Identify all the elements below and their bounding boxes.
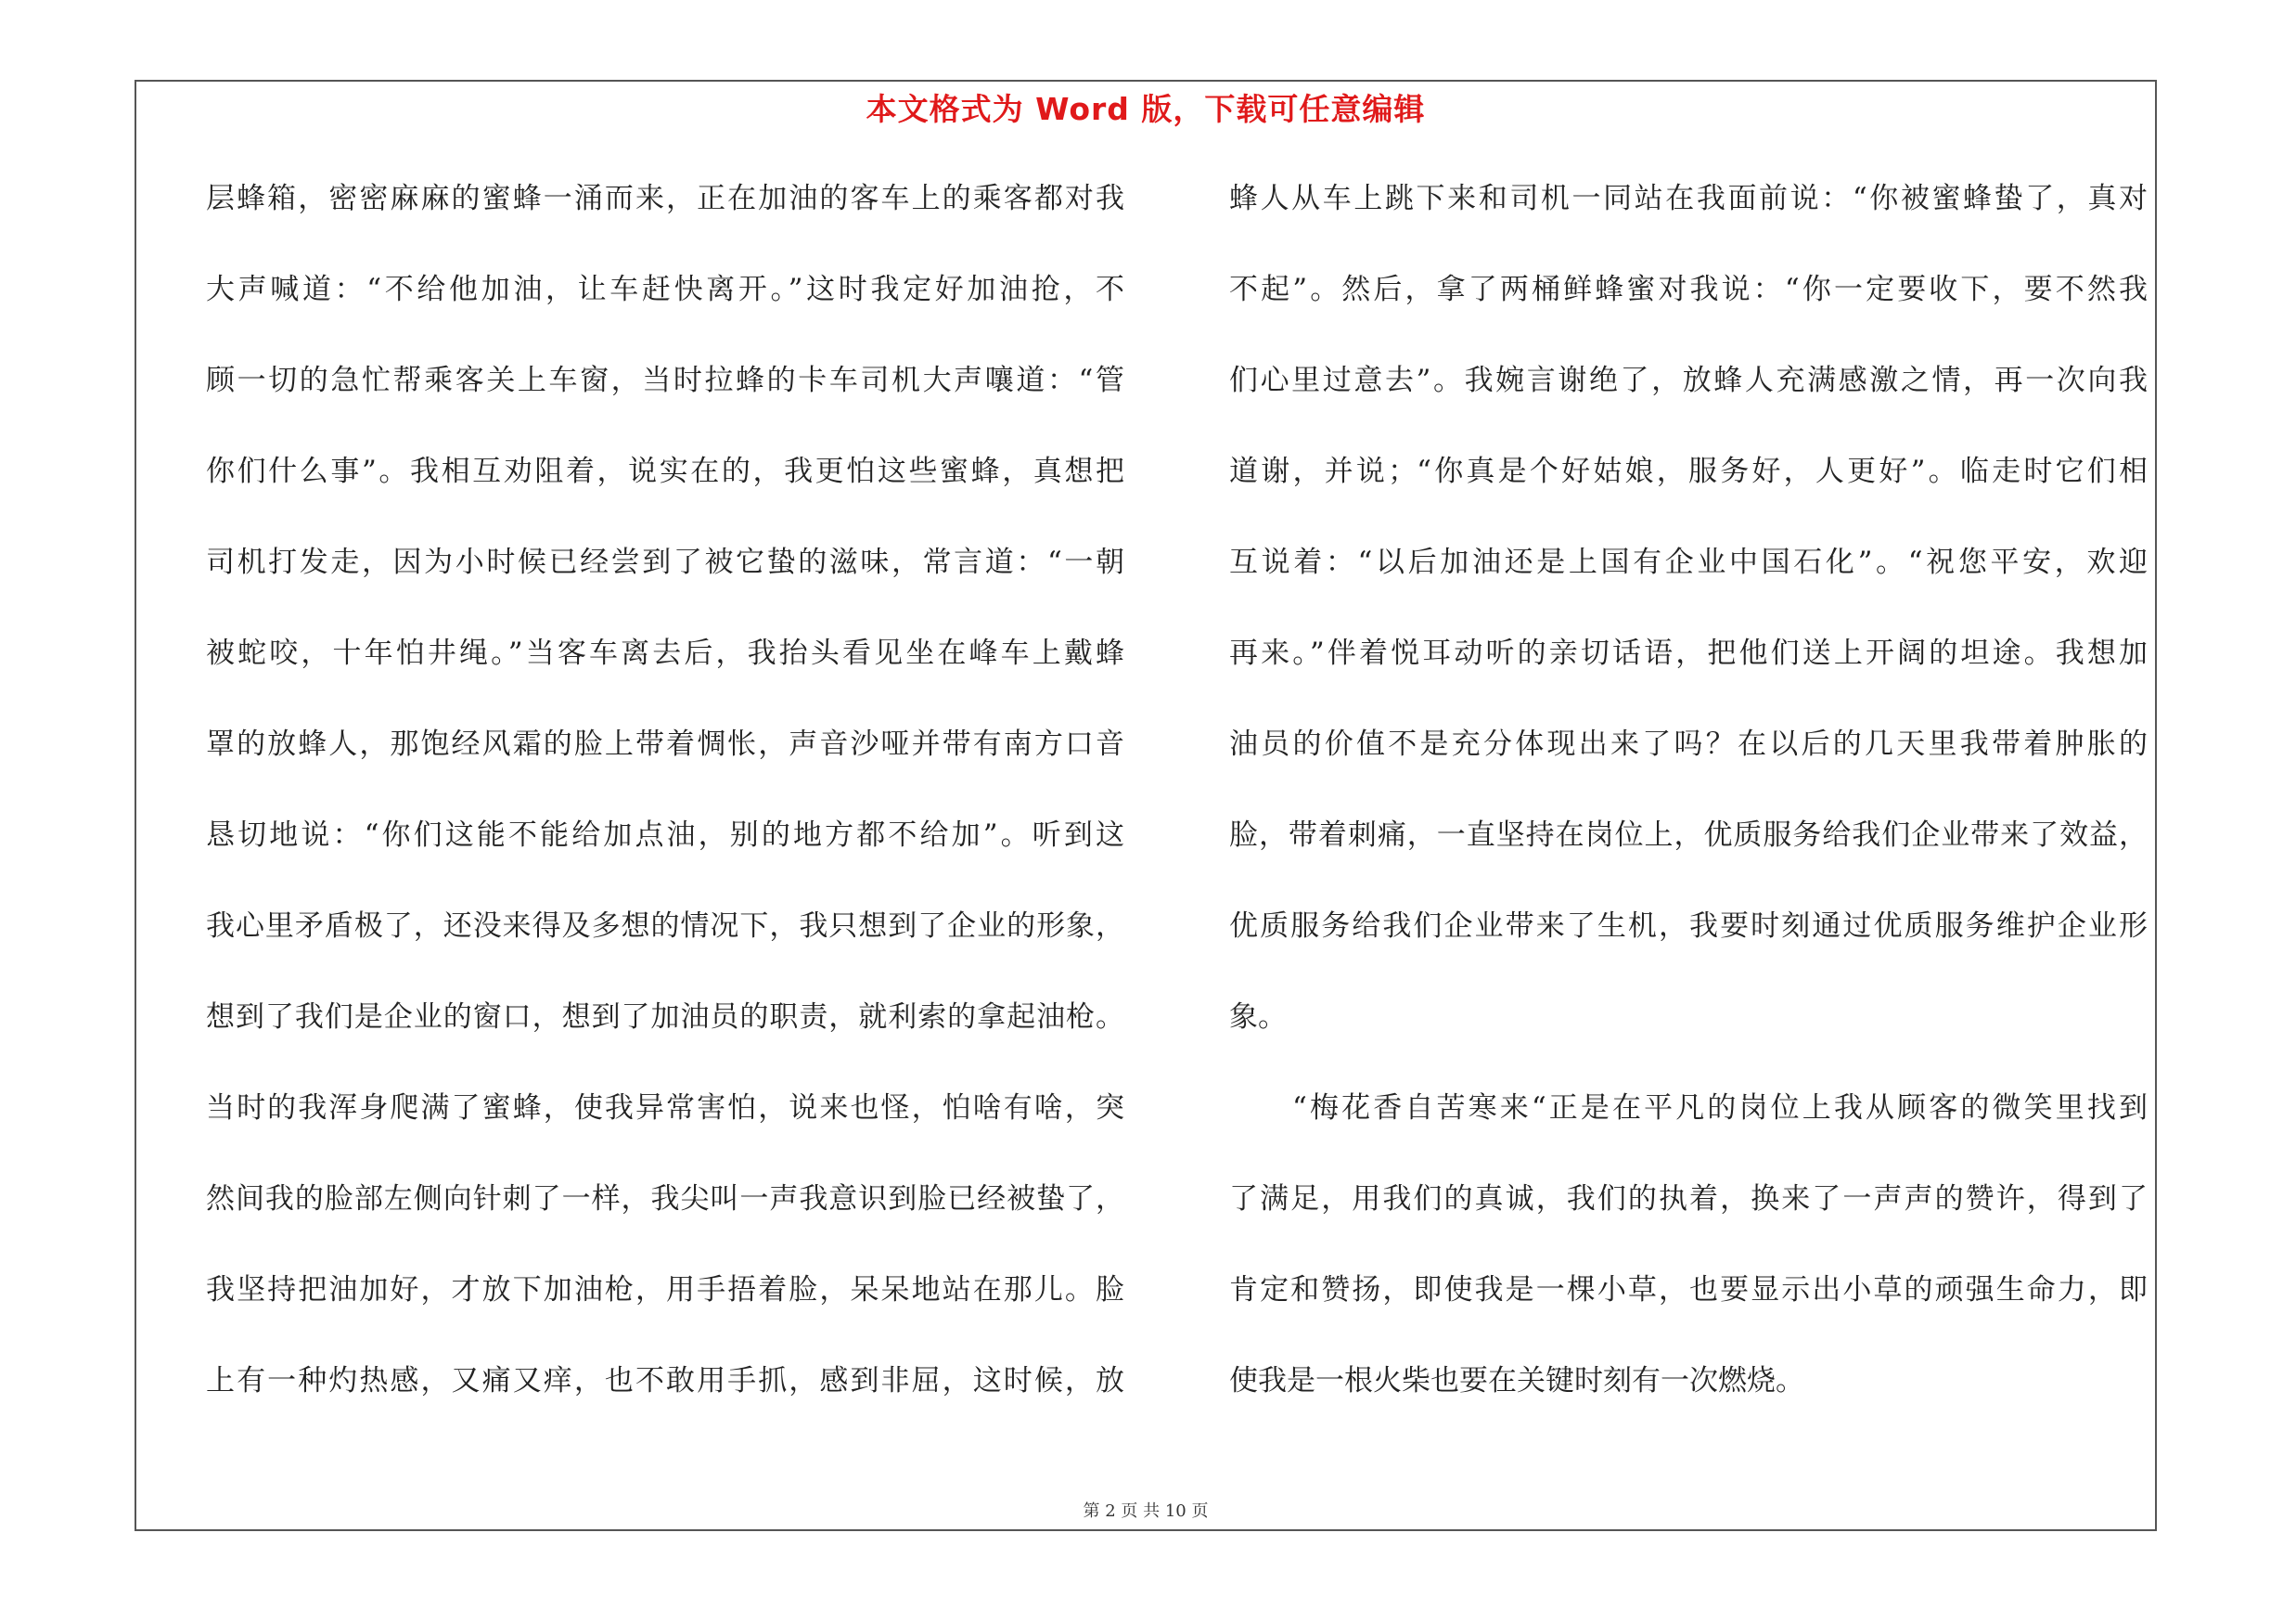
text-line: 了满足，用我们的真诚，我们的执着，换来了一声声的赞许，得到了	[1229, 1182, 2148, 1216]
text-line: 罩的放蜂人，那饱经风霜的脸上带着惆怅，声音沙哑并带有南方口音	[206, 728, 1124, 761]
text-line: 象。	[1229, 1000, 1287, 1034]
text-line: 使我是一根火柴也要在关键时刻有一次燃烧。	[1229, 1364, 1804, 1398]
format-notice-header: 本文格式为 Word 版，下载可任意编辑	[866, 91, 1426, 127]
text-line: 们心里过意去”。我婉言谢绝了，放蜂人充满感激之情，再一次向我	[1229, 364, 2148, 397]
text-line: 道谢，并说；“你真是个好姑娘，服务好，人更好”。临走时它们相	[1229, 455, 2148, 488]
text-line: 然间我的脸部左侧向针刺了一样，我尖叫一声我意识到脸已经被蛰了，	[206, 1182, 1124, 1216]
text-line: 层蜂箱，密密麻麻的蜜蜂一涌而来，正在加油的客车上的乘客都对我	[206, 182, 1124, 215]
text-line: 肯定和赞扬，即使我是一棵小草，也要显示出小草的顽强生命力，即	[1229, 1273, 2148, 1307]
paragraph-start-line: “梅花香自苦寒来“正是在平凡的岗位上我从顾客的微笑里找到	[1292, 1091, 2148, 1125]
text-line: 当时的我浑身爬满了蜜蜂，使我异常害怕，说来也怪，怕啥有啥，突	[206, 1091, 1124, 1125]
right-text-column	[1229, 182, 2148, 1455]
text-line: 脸，带着刺痛，一直坚持在岗位上，优质服务给我们企业带来了效益，	[1229, 818, 2148, 852]
text-line: 你们什么事”。我相互劝阻着，说实在的，我更怕这些蜜蜂，真想把	[206, 455, 1124, 488]
text-line: 大声喊道：“不给他加油，让车赶快离开。”这时我定好加油抢，不	[206, 273, 1124, 306]
text-line: 我心里矛盾极了，还没来得及多想的情况下，我只想到了企业的形象，	[206, 909, 1124, 943]
text-line: 顾一切的急忙帮乘客关上车窗，当时拉蜂的卡车司机大声嚷道：“管	[206, 364, 1124, 397]
page-number-footer: 第 2 页 共 10 页	[1083, 1501, 1209, 1521]
text-line: 互说着：“以后加油还是上国有企业中国石化”。“祝您平安，欢迎	[1229, 546, 2148, 579]
text-line: 优质服务给我们企业带来了生机，我要时刻通过优质服务维护企业形	[1229, 909, 2148, 943]
text-line: 蜂人从车上跳下来和司机一同站在我面前说：“你被蜜蜂蛰了，真对	[1229, 182, 2148, 215]
text-line: 被蛇咬，十年怕井绳。”当客车离去后，我抬头看见坐在峰车上戴蜂	[206, 637, 1124, 670]
text-line: 恳切地说：“你们这能不能给加点油，别的地方都不给加”。听到这	[206, 818, 1124, 852]
text-line: 想到了我们是企业的窗口，想到了加油员的职责，就利索的拿起油枪。	[206, 1000, 1124, 1034]
text-line: 再来。”伴着悦耳动听的亲切话语，把他们送上开阔的坦途。我想加	[1229, 637, 2148, 670]
text-line: 上有一种灼热感，又痛又痒，也不敢用手抓，感到非屈，这时候，放	[206, 1364, 1124, 1398]
text-line: 不起”。然后，拿了两桶鲜蜂蜜对我说：“你一定要收下，要不然我	[1229, 273, 2148, 306]
text-line: 油员的价值不是充分体现出来了吗？在以后的几天里我带着肿胀的	[1229, 728, 2148, 761]
text-line: 司机打发走，因为小时候已经尝到了被它蛰的滋味，常言道：“一朝	[206, 546, 1124, 579]
left-text-column	[206, 182, 1124, 1455]
text-line: 我坚持把油加好，才放下加油枪，用手捂着脸，呆呆地站在那儿。脸	[206, 1273, 1124, 1307]
